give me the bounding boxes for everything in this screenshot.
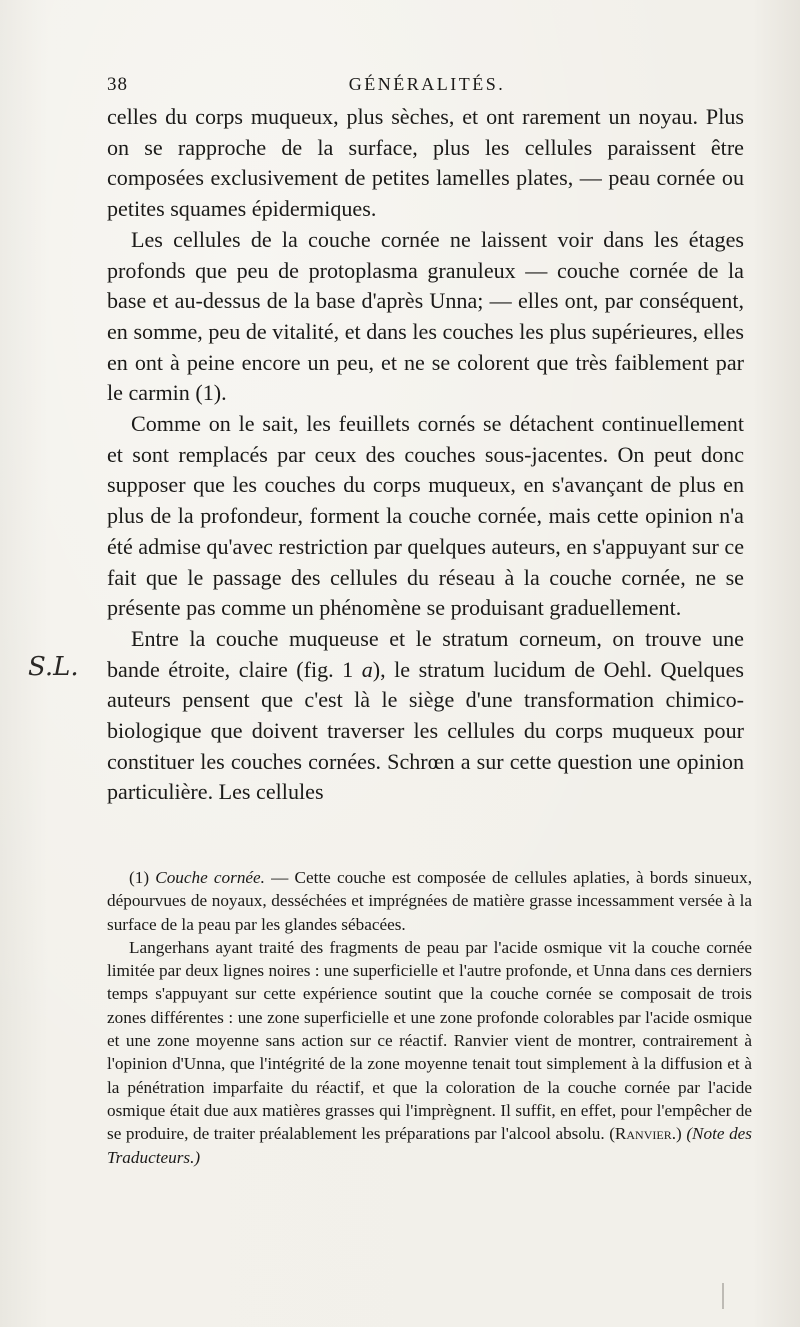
paragraph: Comme on le sait, les feuillets cornés se détachent continuellement et sont remplacés par ceux des couches sous-jacentes. On peut donc supposer que les couches du corps muqueux, en s'avançant de plus en plus de la profondeur, forment la couche cornée, mais cette opinion n'a été admise qu'avec restriction par quelques auteurs, en s'appuyant sur ce fait que le passage des cellules du réseau à la couche cornée, ne se présente pas comme un phénomène se produisant graduellement.	[107, 411, 744, 621]
paragraph	[107, 624, 744, 808]
running-title: GÉNÉRALITÉS.	[348, 74, 506, 94]
page-edge-mark	[722, 1283, 724, 1309]
footnote	[107, 936, 752, 1169]
page-header	[107, 74, 747, 98]
paragraph: Les cellules de la couche cornée ne laissent voir dans les étages profonds que peu de protoplasma granuleux — couche cornée de la base et au-dessus de la base d'après Unna; — elles ont, par conséquent, en somme, peu de vitalité, et dans les couches les plus supérieures, elles en ont à peine encore un peu, et ne se colorent que très faiblement par le carmin (1).	[107, 226, 744, 406]
main-text	[107, 102, 744, 808]
footnote	[107, 866, 752, 936]
footnote-marker: (1)	[129, 868, 150, 887]
translators-note: (Note des Traducteurs.)	[107, 1124, 752, 1167]
footnote-title: Couche cornée.	[155, 868, 265, 887]
page-number: 38	[107, 74, 128, 95]
footnote-block	[107, 866, 752, 1169]
paragraph-text: Entre la couche muqueuse et le stratum corneum, on trouve une bande étroite, claire (fig. 1	[107, 625, 744, 682]
figure-reference-letter: a	[361, 656, 373, 682]
paragraph-continued: celles du corps muqueux, plus sèches, et ont rarement un noyau. Plus on se rapproche de la surface, plus les cellules paraissent être composées exclusivement de petites lamelles plates, — peau cornée ou petites squames épidermiques.	[107, 104, 744, 222]
footnote-text: — Cette couche est composée de cellules aplaties, à bords sinueux, dépourvues de noyaux, desséchées et imprégnées de matière grasse incessamment versée à la surface de la peau par les glandes sébacées.	[107, 868, 753, 934]
footnote-attribution: (Ranvier.)	[609, 1124, 682, 1144]
footnote-text: Langerhans ayant traité des fragments de peau par l'acide osmique vit la couche cornée limitée par deux lignes noires : une superficielle et l'autre profonde, et Unna dans ces derniers temps s'appuyant sur cette expérience soutint que la couche cornée se composait de trois zones différentes : une zone superficielle et une zone profonde colorables par l'acide osmique et une zone moyenne sans action sur ce réactif. Ranvier vient de montrer, contrairement à l'opinion d'Unna, que l'intégrité de la zone moyenne tenait tout simplement à la diffusion et à la pénétration imparfaite du réactif, et que la coloration de la couche cornée par l'acide osmique était due aux matières grasses qui l'imprègnent. Il suffit, en effet, pour l'empêcher de se produire, de traiter préalablement les préparations par l'alcool absolu.	[107, 937, 752, 1144]
handwritten-margin-note: S.L.	[28, 652, 79, 682]
paragraph-text: ), le stratum lucidum de Oehl. Quelques auteurs pensent que c'est là le siège d'une transformation chimico-biologique que doivent traverser les cellules du corps muqueux pour constituer les couches cornées. Schrœn a sur cette question une opinion particulière. Les cellules	[107, 656, 744, 805]
